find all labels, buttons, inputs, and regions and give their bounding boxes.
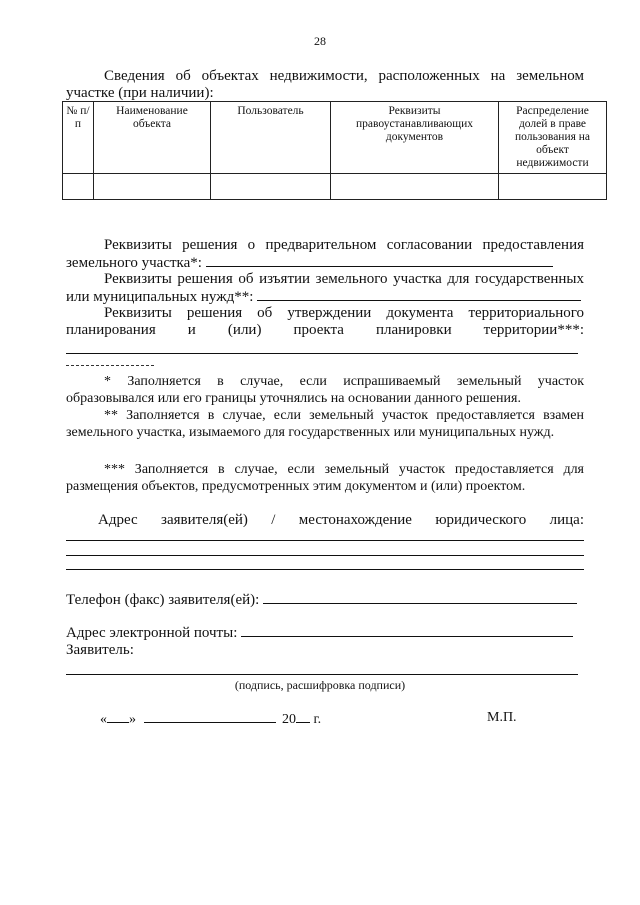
column-header-title-documents: Реквизиты правоустанавливающих документов [331, 102, 499, 174]
table-cell[interactable] [499, 174, 607, 200]
signature-caption: (подпись, расшифровка подписи) [234, 678, 406, 692]
table-header-row [63, 102, 607, 174]
signature-input[interactable] [66, 674, 578, 675]
column-header-share-distribution: Распределение долей в праве пользования на объект недвижимости [499, 102, 607, 174]
objects-section-title: Сведения об объектах недвижимости, расположенных на земельном участке (при наличии): [66, 68, 584, 101]
footnote-separator [66, 365, 154, 366]
column-header-number: № п/п [63, 102, 94, 174]
planning-decision-line1: Реквизиты решения об утверждении документа территориального [104, 305, 584, 321]
date-open-quote: « [100, 712, 107, 727]
seizure-decision-field [66, 288, 584, 306]
seizure-decision-line1: Реквизиты решения об изъятии земельного участка для государственных [104, 271, 584, 287]
table-cell[interactable] [331, 174, 499, 200]
date-close-quote: » [129, 712, 136, 727]
footnote-2: ** Заполняется в случае, если земельный участок предоставляется взамен земельного участка, изымаемого для государственных или муниципальных нужд. [66, 408, 584, 440]
applicant-label: Заявитель: [66, 642, 134, 658]
seizure-decision-label: или муниципальных нужд**: [66, 289, 254, 305]
address-label: Адрес заявителя(ей) / местонахождение юридического лица: [98, 512, 584, 528]
date-field [100, 710, 321, 728]
year-prefix: 20 [282, 712, 296, 727]
column-header-object-name: Наименование объекта [94, 102, 211, 174]
address-input-line-1[interactable] [66, 540, 584, 541]
seizure-decision-input[interactable] [257, 288, 581, 301]
preliminary-decision-line1: Реквизиты решения о предварительном согласовании предоставления [104, 237, 584, 253]
month-input[interactable] [144, 710, 276, 723]
table-cell[interactable] [94, 174, 211, 200]
year-input[interactable] [296, 710, 310, 723]
preliminary-decision-field [66, 254, 584, 272]
email-field [66, 624, 584, 642]
phone-input[interactable] [263, 591, 577, 604]
planning-decision-line2: планирования и (или) проекта планировки территории***: [66, 322, 584, 338]
email-label: Адрес электронной почты: [66, 625, 238, 641]
address-input-line-2[interactable] [66, 555, 584, 556]
seal-label: М.П. [487, 710, 517, 725]
real-estate-table [62, 101, 607, 200]
year-suffix: г. [313, 712, 322, 727]
day-input[interactable] [107, 710, 129, 723]
table-cell[interactable] [211, 174, 331, 200]
preliminary-decision-label: земельного участка*: [66, 255, 202, 271]
planning-decision-input[interactable] [66, 353, 578, 354]
phone-field [66, 591, 584, 609]
footnote-3: *** Заполняется в случае, если земельный участок предоставляется для размещения объектов, предусмотренных этим документом и (или) проектом. [66, 462, 584, 494]
phone-label: Телефон (факс) заявителя(ей): [66, 592, 260, 608]
preliminary-decision-input[interactable] [206, 254, 553, 267]
column-header-user: Пользователь [211, 102, 331, 174]
footnote-1: * Заполняется в случае, если испрашиваемый земельный участок образовывался или его границы уточнялись на основании данного решения. [66, 374, 584, 406]
address-input-line-3[interactable] [66, 569, 584, 570]
email-input[interactable] [241, 624, 573, 637]
table-row [63, 174, 607, 200]
page-number: 28 [314, 34, 326, 48]
table-cell[interactable] [63, 174, 94, 200]
